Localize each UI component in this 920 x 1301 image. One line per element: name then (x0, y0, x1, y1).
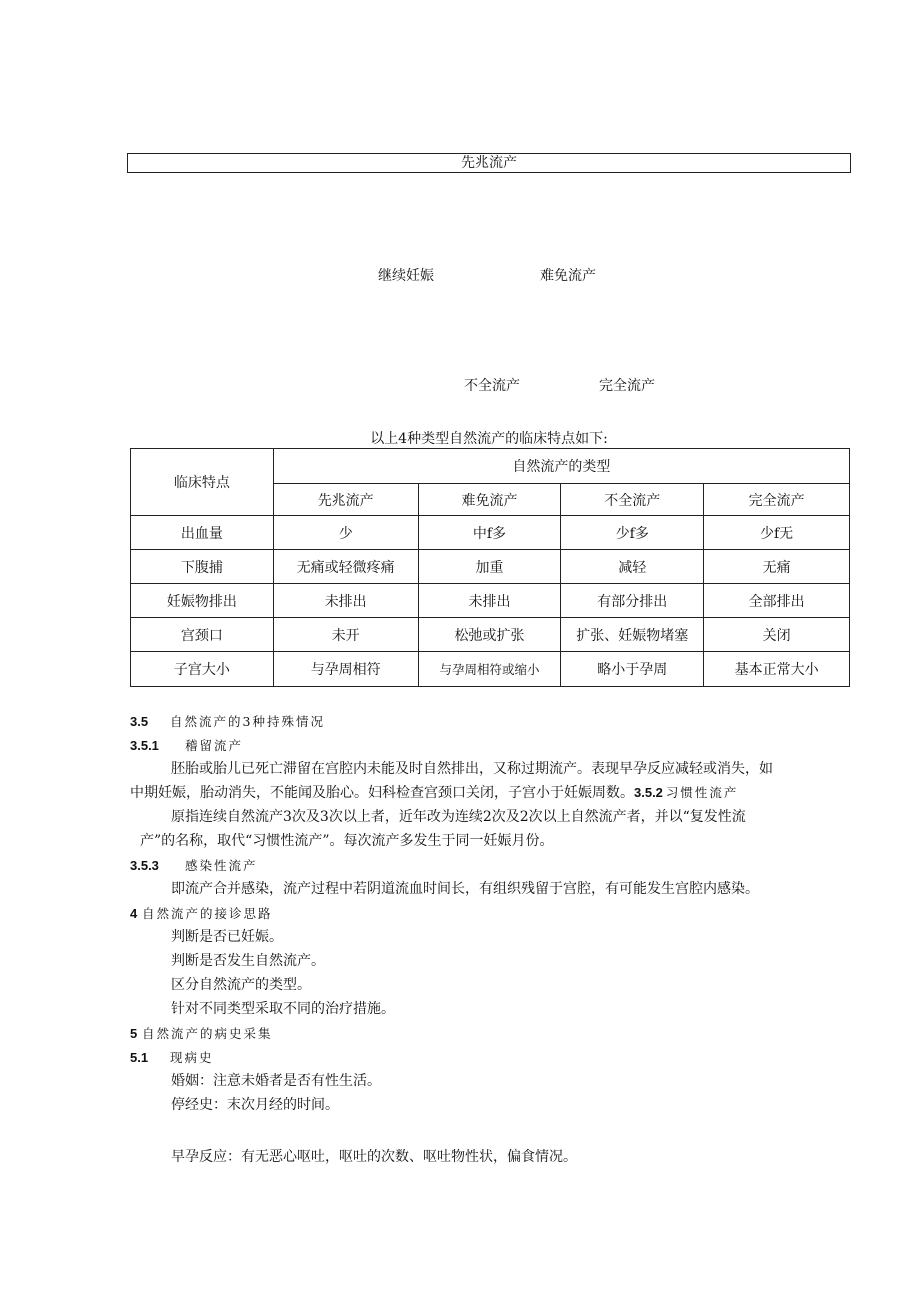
section-title: 自然流产的接诊思路 (142, 906, 273, 921)
table-cell: 关闭 (704, 618, 850, 652)
list-item: 判断是否已妊娠。 (171, 929, 283, 945)
table-cell: 扩张、妊娠物堵塞 (561, 618, 704, 652)
table-cell: 加重 (418, 550, 561, 584)
list-item: 针对不同类型采取不同的治疗措施。 (171, 1001, 395, 1017)
section-title: 自然流产的3种持殊情况 (170, 714, 325, 729)
section-3-5-1-heading (130, 736, 243, 754)
paragraph-line-with-heading (130, 781, 738, 805)
list-item: 判断是否发生自然流产。 (171, 953, 325, 969)
list-item: 停经史：末次月经的时间。 (171, 1097, 339, 1113)
paragraph-line: 原指连续自然流产3次及3次以上者，近年改为连续2次及2次以上自然流产者，并以“复发性流 (171, 809, 746, 825)
table-cell: 中f多 (418, 516, 561, 550)
flowchart-top-box (127, 153, 851, 173)
row-label: 妊娠物排出 (131, 584, 274, 618)
table-cell: 略小于孕周 (561, 652, 704, 687)
section-3-5-heading (130, 712, 325, 730)
row-label: 下腹捕 (131, 550, 274, 584)
list-item: 早孕反应：有无恶心呕吐，呕吐的次数、呕吐物性状，偏食情况。 (171, 1149, 577, 1165)
table-row (131, 584, 850, 618)
section-title: 稽留流产 (185, 738, 244, 753)
flowchart-top-label: 先兆流产 (461, 155, 517, 171)
table-row (131, 618, 850, 652)
column-header: 完全流产 (704, 484, 850, 516)
row-label: 出血量 (131, 516, 274, 550)
clinical-features-table (130, 448, 850, 687)
table-row (131, 652, 850, 687)
paragraph-line: 胚胎或胎儿已死亡滞留在宫腔内未能及时自然排出，又称过期流产。表现早孕反应减轻或消失，如 (171, 761, 773, 777)
section-5-heading (130, 1024, 273, 1042)
table-caption: 以上4种类型自然流产的临床特点如下: (370, 431, 608, 447)
list-item: 婚姻：注意未婚者是否有性生活。 (171, 1073, 381, 1089)
list-item: 区分自然流产的类型。 (171, 977, 311, 993)
column-header: 不全流产 (561, 484, 704, 516)
table-row (131, 516, 850, 550)
section-title: 感染性流产 (185, 858, 258, 873)
table-cell: 未排出 (418, 584, 561, 618)
section-number: 3.5 (130, 714, 149, 729)
table-cell: 无痛 (704, 550, 850, 584)
column-header: 先兆流产 (273, 484, 418, 516)
table-cell: 未开 (273, 618, 418, 652)
table-cell: 少 (273, 516, 418, 550)
table-cell: 有部分排出 (561, 584, 704, 618)
table-cell: 全部排出 (704, 584, 850, 618)
table-cell: 减轻 (561, 550, 704, 584)
section-title: 自然流产的病史采集 (142, 1026, 273, 1041)
table-cell: 未排出 (273, 584, 418, 618)
group-header-cell: 自然流产的类型 (273, 449, 849, 484)
table-cell: 少f多 (561, 516, 704, 550)
section-4-heading (130, 904, 273, 922)
table-cell: 基本正常大小 (704, 652, 850, 687)
table-row (131, 550, 850, 584)
section-number: 4 (130, 906, 138, 921)
table-cell: 少f无 (704, 516, 850, 550)
section-5-1-heading (130, 1048, 214, 1066)
table-cell: 与孕周相符或缩小 (418, 652, 561, 687)
section-3-5-3-heading (130, 856, 258, 874)
flowchart-continue-pregnancy: 继续妊娠 (378, 268, 434, 284)
row-label: 宫颈口 (131, 618, 274, 652)
paragraph-line: 即流产合并感染，流产过程中若阴道流血时间长，有组织残留于宫腔，有可能发生宫腔内感染。 (171, 881, 759, 897)
section-number: 3.5.3 (130, 858, 159, 873)
section-number: 5 (130, 1026, 138, 1041)
table-cell: 与孕周相符 (273, 652, 418, 687)
flowchart-inevitable-abortion: 难免流产 (540, 268, 596, 284)
row-header-cell: 临床特点 (131, 449, 274, 516)
section-number: 3.5.1 (130, 738, 159, 753)
flowchart-incomplete-abortion: 不全流产 (464, 378, 520, 394)
row-label: 子宫大小 (131, 652, 274, 687)
flowchart-complete-abortion: 完全流产 (599, 378, 655, 394)
table-cell: 无痛或轻微疼痛 (273, 550, 418, 584)
section-title: 习惯性流产 (665, 785, 739, 800)
section-number: 5.1 (130, 1050, 149, 1065)
paragraph-text: 中期妊娠，胎动消失，不能闻及胎心。妇科检查宫颈口关闭，子宫小于妊娠周数。 (130, 785, 634, 801)
paragraph-line: 产”的名称，取代“习惯性流产”。每次流产多发生于同一妊娠月份。 (140, 833, 554, 849)
section-title: 现病史 (170, 1050, 214, 1065)
table-cell: 松弛或扩张 (418, 618, 561, 652)
column-header: 难免流产 (418, 484, 561, 516)
section-number: 3.5.2 (634, 785, 663, 800)
